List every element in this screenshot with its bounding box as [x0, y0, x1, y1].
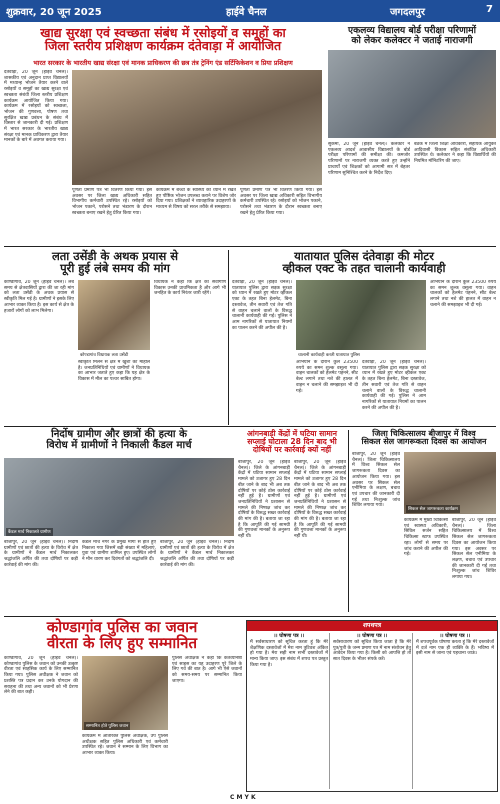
s6-headline-line1: आंगनबाड़ी केंद्रों में घटिया सामान	[246, 429, 337, 438]
notice-2-text: सर्वसाधारण को सूचित किया जाता है कि मेरे पुत्र/पुत्री के जन्म प्रमाण पत्र में नाम संशोधन हेतु आवेदन किया गया है। किसी को आपत्ति हो तो सात दिवस के भीतर संपर्क करें।	[333, 640, 411, 663]
s7-headline-line2: सिकल सेल जागरूकता दिवस का आयोजन	[361, 437, 487, 447]
divider-3	[4, 616, 496, 617]
s3-photo-caption: कोण्डागांव विधायक लता उसेंडी	[80, 353, 129, 358]
notice-3-text: मैं शपथपूर्वक घोषणा करता हूं कि मेरे दस्तावेजों में दर्ज नाम एक ही व्यक्ति के हैं। भविष्य में इसी नाम से जाना एवं पहचाना जाऊं।	[416, 640, 494, 657]
notice-3	[415, 633, 495, 789]
s2-photo	[328, 50, 496, 138]
page-header	[0, 0, 500, 22]
header-city: जगदलपुर	[390, 7, 425, 18]
s3-photo	[78, 280, 150, 350]
s4-body-col2: अभियान के दौरान कुल 23500 रुपये का समन शुल्क वसूला गया। वाहन चालकों को हेलमेट पहनने, सीट बेल्ट लगाने तथा नशे की हालत में वाहन न चलाने की समझाइश भी दी गई।	[296, 360, 358, 394]
s7-body-col1: बीजापुर, 20 जून (हाईवे चैनल)। जिला चिकित्सालय में विश्व सिकल सेल जागरूकता दिवस का आयोजन किया गया। इस अवसर पर सिकल सेल एनीमिया के लक्षण, बचाव एवं उपचार की जानकारी दी गई तथा निःशुल्क जांच शिविर लगाया गया।	[352, 452, 400, 509]
s2-headline-line1: एकलव्य विद्यालय बोर्ड परीक्षा परिणामों	[348, 25, 476, 36]
s5-body-col2: कैंडल मार्च नगर के प्रमुख मार्गों से होते हुए निकाला गया जिसमें बड़ी संख्या में महिलाएं, युवा एवं ग्रामीण शामिल हुए। उपस्थित लोगों ने मौन धारण कर दिवंगतों को श्रद्धांजलि दी।	[82, 540, 156, 563]
s6-headline	[238, 430, 346, 454]
s1-subheadline: भारत सरकार के भारतीय खाद्य संरक्षा एवं मानक प्राधिकरण की छत्र तंत्र ट्रेनिंग एंड सर्टिफिकेशन व प्रिया प्रशिक्षण	[33, 59, 293, 67]
s7-body-col3: बीजापुर, 20 जून (हाईवे चैनल)। जिला चिकित्सालय में विश्व सिकल सेल जागरूकता दिवस का आयोजन किया गया। इस अवसर पर सिकल सेल एनीमिया के लक्षण, बचाव एवं उपचार की जानकारी दी गई तथा निःशुल्क जांच शिविर लगाया गया।	[452, 518, 496, 581]
s2-headline-line2: को लेकर कलेक्टर ने जताई नाराजगी	[351, 34, 473, 46]
header-date: शुक्रवार, 20 जून 2025	[6, 7, 102, 18]
notice-1-text: मैं सर्वसाधारण को सूचित करता हूं कि मेरे शैक्षणिक दस्तावेजों में मेरा नाम त्रुटिवश अंकित हो गया है। मेरा सही नाम सभी दस्तावेजों में मान्य किया जाए। इस संबंध में शपथ पत्र प्रस्तुत किया गया है।	[250, 640, 328, 668]
s8-body-col3: पुलिस अधीक्षक ने कहा कि कर्तव्यनिष्ठा एवं साहस का यह उदाहरण पूरे जिले के लिए गर्व की बात है। आगे भी ऐसे जवानों को समय-समय पर सम्मानित किया जाएगा।	[172, 656, 242, 684]
s7-headline	[352, 430, 496, 447]
s2-body-col1: सुकमा, 20 जून (हाईवे चैनल)। कलेक्टर ने एकलव्य आदर्श आवासीय विद्यालयों के बोर्ड परीक्षा परिणामों की समीक्षा की। कमजोर परिणामों पर नाराजगी व्यक्त करते हुए उन्होंने प्राचार्यों एवं शिक्षकों को आगामी सत्र में बेहतर परिणाम सुनिश्चित करने के निर्देश दिए।	[328, 142, 410, 176]
s5-body-col3: बीजापुर, 20 जून (हाईवे चैनल)। निर्दोष ग्रामीणों एवं छात्रों की हत्या के विरोध में क्षेत्र के ग्रामीणों ने कैंडल मार्च निकालकर श्रद्धांजलि अर्पित की तथा दोषियों पर कड़ी कार्रवाई की मांग की।	[160, 540, 234, 568]
s5-headline-line1: निर्दोष ग्रामीण और छात्रों की हत्या के	[51, 429, 187, 440]
s3-body-col2: स्वीकृति मिलने से क्षेत्र में खुशी का माहौल है। जनप्रतिनिधियों एवं ग्रामीणों ने विधायक का आभार जताते हुए कहा कि यह क्षेत्र के विकास में मील का पत्थर साबित होगा।	[78, 360, 150, 383]
s3-headline-line2: पूरी हुई लंबे समय की मांग	[60, 261, 170, 276]
s6-body-col2: बीजापुर, 20 जून (हाईवे चैनल)। जिले के आंगनबाड़ी केंद्रों में घटिया सामान सप्लाई मामले को उजागर हुए 28 दिन बीत जाने के बाद भी अब तक दोषियों पर कोई ठोस कार्रवाई नहीं हुई है। ग्रामीणों एवं जनप्रतिनिधियों ने प्रशासन से मामले की निष्पक्ष जांच कर दोषियों के विरुद्ध सख्त कार्रवाई की मांग की है। बताया जा रहा है कि आपूर्ति की गई सामग्री की गुणवत्ता मानकों के अनुरूप नहीं थी।	[294, 460, 346, 540]
s1-photo	[72, 70, 322, 185]
divider-v2	[348, 430, 349, 612]
notice-2	[332, 633, 413, 789]
s8-headline-line2: वीरता के लिए हुए सम्मानित	[46, 633, 198, 652]
s8-body-col1: कोण्डागांव, 20 जून (हाईवे चैनल)। कोण्डागांव पुलिस के जवान को उनकी उत्कृष्ट वीरता एवं साहसिक कार्य के लिए सम्मानित किया गया। पुलिस अधीक्षक ने जवान को प्रशस्ति पत्र प्रदान कर उनके योगदान की सराहना की तथा अन्य जवानों को भी प्रेरणा लेने की बात कही।	[4, 656, 78, 696]
s5-photo-caption: कैंडल मार्च निकालते ग्रामीण	[8, 530, 51, 535]
divider-v1	[228, 250, 229, 425]
s5-headline	[4, 430, 234, 451]
s3-body-col1: कोण्डागांव, 20 जून (हाईवे चैनल)। लंबे समय से क्षेत्रवासियों द्वारा की जा रही मांग को लता उसेंडी के अथक प्रयास से स्वीकृति मिल गई है। ग्रामीणों ने इसके लिए आभार व्यक्त किया है। इस कार्य से क्षेत्र के हजारों लोगों को लाभ मिलेगा।	[4, 280, 74, 314]
cmyk-mark: C M Y K	[230, 794, 256, 801]
divider-2	[4, 426, 496, 427]
s3-headline	[4, 250, 226, 274]
s1-body-col2: पूर्णता प्रमाण पत्र भी वितरण किया गया। इस अवसर पर जिला खाद्य अधिकारी सहित विभागीय कर्मचारी उपस्थित रहे। रसोइयों को भोजन पकाने, परोसने तथा भंडारण के दौरान स्वच्छता बनाए रखने हेतु प्रेरित किया गया।	[72, 188, 152, 216]
s1-body-col1: दंतेवाड़ा, 20 जून (हाईवे चैनल)। शासकीय एवं अनुदान प्राप्त विद्यालयों में मध्यान्ह भोजन तैयार करने वाले रसोइयों व समूहों का खाद्य सुरक्षा एवं स्वच्छता संबंधी जिला स्तरीय प्रशिक्षण कार्यक्रम आयोजित किया गया। कार्यक्रम में रसोइयों को स्वच्छता, भोजन की गुणवत्ता, पोषण तथा सुरक्षित खाद्य प्रबंधन के संबंध में विस्तार से जानकारी दी गई। प्रशिक्षण में भारत सरकार के भारतीय खाद्य संरक्षा एवं मानक प्राधिकरण द्वारा तैयार मानकों के बारे में अवगत कराया गया।	[4, 70, 68, 144]
s4-headline-line1: यातायात पुलिस दंतेवाड़ा की मोटर	[294, 249, 434, 263]
s1-headline-line1: खाद्य सुरक्षा एवं स्वच्छता संबंध में रसोइयों व समूहों का	[40, 25, 286, 40]
divider-1	[4, 246, 496, 247]
header-page-number: 7	[486, 4, 493, 15]
s2-body-col2: बैठक में जिला शिक्षा अधिकारी, सहायक आयुक्त आदिवासी विकास सहित संबंधित अधिकारी उपस्थित थे। कलेक्टर ने कहा कि विद्यार्थियों की नियमित मॉनिटरिंग की जाए।	[414, 142, 496, 165]
s1-body-col4: पूर्णता प्रमाण पत्र भी वितरण किया गया। इस अवसर पर जिला खाद्य अधिकारी सहित विभागीय कर्मचारी उपस्थित रहे। रसोइयों को भोजन पकाने, परोसने तथा भंडारण के दौरान स्वच्छता बनाए रखने हेतु प्रेरित किया गया।	[240, 188, 322, 216]
s4-headline	[232, 250, 496, 274]
notices-box	[246, 620, 498, 792]
s6-headline-line2: सप्लाई घोटाला 28 दिन बाद भी	[247, 436, 337, 446]
s8-photo-caption: सम्मानित होते पुलिस जवान	[86, 724, 129, 729]
notice-2-heading: ।। घोषणा पत्र ।।	[356, 633, 388, 639]
s8-headline-line1: कोण्डागांव पुलिस का जवान	[46, 618, 198, 636]
header-paper-name: हाईवे चैनल	[226, 7, 267, 18]
notice-3-heading: ।। घोषणा पत्र ।।	[439, 633, 471, 639]
s4-body-col3: दंतेवाड़ा, 20 जून (हाईवे चैनल)। यातायात पुलिस द्वारा सड़क सुरक्षा को ध्यान में रखते हुए मोटर व्हीकल एक्ट के तहत बिना हेलमेट, बिना दस्तावेज, तीन सवारी एवं तेज गति से वाहन चलाने वालों के विरुद्ध चालानी कार्यवाही की गई। पुलिस ने आम नागरिकों से यातायात नियमों का पालन करने की अपील की है।	[362, 360, 426, 411]
s3-body-col3: विधायक ने कहा कि क्षेत्र का सर्वांगीण विकास उनकी प्राथमिकता है और आगे भी जनहित के कार्य निरंतर जारी रहेंगे।	[154, 280, 226, 297]
s8-body-col2: कार्यक्रम में अतिरिक्त पुलिस अधीक्षक, उप पुलिस अधीक्षक सहित पुलिस अधिकारी एवं कर्मचारी उपस्थित रहे। जवान ने सम्मान के लिए विभाग का आभार व्यक्त किया।	[82, 734, 168, 757]
s1-headline	[4, 26, 322, 52]
s4-photo-caption: चालानी कार्यवाही करती यातायात पुलिस	[298, 353, 360, 358]
notice-1-heading: ।। घोषणा पत्र ।।	[273, 633, 305, 639]
notice-1	[249, 633, 330, 789]
s5-body-col1: बीजापुर, 20 जून (हाईवे चैनल)। निर्दोष ग्रामीणों एवं छात्रों की हत्या के विरोध में क्षेत्र के ग्रामीणों ने कैंडल मार्च निकालकर श्रद्धांजलि अर्पित की तथा दोषियों पर कड़ी कार्रवाई की मांग की।	[4, 540, 78, 568]
s4-body-col1: दंतेवाड़ा, 20 जून (हाईवे चैनल)। यातायात पुलिस द्वारा सड़क सुरक्षा को ध्यान में रखते हुए मोटर व्हीकल एक्ट के तहत बिना हेलमेट, बिना दस्तावेज, तीन सवारी एवं तेज गति से वाहन चलाने वालों के विरुद्ध चालानी कार्यवाही की गई। पुलिस ने आम नागरिकों से यातायात नियमों का पालन करने की अपील की है।	[232, 280, 292, 331]
s4-photo	[296, 280, 426, 350]
s3-headline-line1: लता उसेंडी के अथक प्रयास से	[51, 249, 179, 263]
s7-headline-line1: जिला चिकित्सालय बीजापुर में विश्व	[372, 429, 476, 438]
s6-headline-line3: दोषियों पर कार्रवाई क्यों नहीं	[252, 444, 332, 454]
s7-body-col2: कार्यक्रम में मुख्य चिकित्सा एवं स्वास्थ्य अधिकारी, सिविल सर्जन सहित चिकित्सा स्टाफ उपस्थित रहा। लोगों से समय पर जांच कराने की अपील की गई।	[404, 518, 448, 558]
s4-body-col4: अभियान के दौरान कुल 23500 रुपये का समन शुल्क वसूला गया। वाहन चालकों को हेलमेट पहनने, सीट बेल्ट लगाने तथा नशे की हालत में वाहन न चलाने की समझाइश भी दी गई।	[430, 280, 496, 308]
notices-title: शपथपत्र	[247, 621, 497, 631]
s5-photo	[4, 458, 234, 536]
s6-body-col1: बीजापुर, 20 जून (हाईवे चैनल)। जिले के आंगनबाड़ी केंद्रों में घटिया सामान सप्लाई मामले को उजागर हुए 28 दिन बीत जाने के बाद भी अब तक दोषियों पर कोई ठोस कार्रवाई नहीं हुई है। ग्रामीणों एवं जनप्रतिनिधियों ने प्रशासन से मामले की निष्पक्ष जांच कर दोषियों के विरुद्ध सख्त कार्रवाई की मांग की है। बताया जा रहा है कि आपूर्ति की गई सामग्री की गुणवत्ता मानकों के अनुरूप नहीं थी।	[238, 460, 290, 540]
s4-headline-line2: व्हीकल एक्ट के तहत चालानी कार्यवाही	[282, 261, 446, 276]
s5-headline-line2: विरोध में ग्रामीणों ने निकाली कैंडल मार्च	[46, 439, 192, 451]
s8-headline	[4, 620, 240, 652]
s8-photo	[82, 656, 168, 730]
s1-body-col3: कार्यक्रम में बच्चों के स्वास्थ्य को ध्यान में रखते हुए पौष्टिक भोजन उपलब्ध कराने पर विशेष जोर दिया गया। प्रशिक्षकों ने व्यावहारिक उदाहरणों के माध्यम से विषय को सरल तरीके से समझाया।	[156, 188, 236, 211]
s7-photo-caption: सिकल सेल जागरूकता कार्यक्रम	[408, 507, 458, 512]
s1-headline-line2: जिला स्तरीय प्रशिक्षण कार्यक्रम दंतेवाड़ा में आयोजित	[44, 38, 282, 54]
s2-headline	[328, 26, 496, 45]
